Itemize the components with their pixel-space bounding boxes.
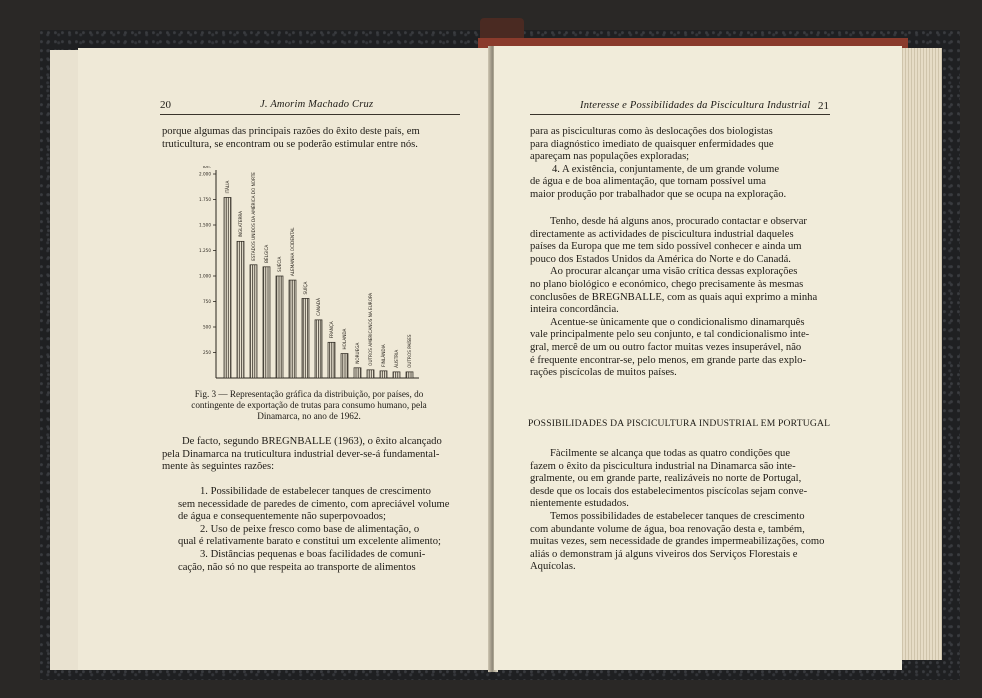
bar-label: ALEMANHA OCIDENTAL — [290, 227, 295, 277]
paragraph-continued — [530, 126, 830, 202]
bar — [380, 371, 387, 378]
text-line: Acentue-se ùnicamente que o condicionalismo dinamarquês — [550, 316, 805, 328]
text-line: pouco dos Estados Unidos da América do Norte e do Canadá. — [530, 253, 791, 265]
text-line: para as pisciculturas como às deslocações dos biologistas — [530, 126, 773, 137]
bar — [354, 368, 361, 378]
bar — [289, 280, 296, 378]
text-line: sem necessidade de paredes de cimento, com apreciável volume — [178, 498, 450, 510]
caption-line: contingente de exportação de trutas para consumo humano, pela — [191, 400, 427, 410]
y-tick-label: 1.500 — [199, 222, 211, 228]
text-line: cação, não só no que respeita ao transporte de alimentos — [178, 561, 416, 573]
bar — [302, 298, 309, 378]
bar — [367, 370, 374, 378]
bar-label: OUTROS PAÍSES — [407, 334, 412, 368]
bar-label: OUTROS AMERICANOS NA EUROPA — [368, 292, 373, 366]
text-line: Aquícolas. — [530, 561, 576, 573]
bar-label: NORUEGA — [355, 342, 360, 364]
paragraph-bregnballe — [162, 436, 462, 474]
right-page — [494, 46, 902, 670]
y-unit-label: Ton. — [202, 166, 212, 170]
bar — [263, 267, 270, 378]
text-line: Temos possibilidades de estabelecer tanques de crescimento — [550, 510, 805, 522]
bar — [393, 372, 400, 378]
text-line: truticultura, se encontram ou se poderão estimular entre nós. — [162, 138, 418, 150]
text-line: aliás o demonstram já alguns viveiros dos Serviços Florestais e — [530, 548, 798, 560]
list-item: 2. Uso de peixe fresco como base de alimentação, o — [200, 523, 420, 535]
bar-label: ESTADOS UNIDOS DA AMÉRICA DO NORTE — [251, 172, 256, 261]
header-rule — [160, 114, 460, 115]
text-line: para diagnóstico imediato de quaisquer enfermidades que — [530, 138, 774, 150]
text-line: maior produção por trabalhador que se ocupa na exploração. — [530, 188, 787, 200]
text-line: apareçam nas populações exploradas; — [530, 151, 690, 163]
y-tick-label: 1.000 — [199, 273, 211, 279]
page-number-left: 20 — [160, 99, 171, 111]
bar-label: ITÁLIA — [225, 180, 230, 194]
section-heading: POSSIBILIDADES DA PISCICULTURA INDUSTRIAL EM PORTUGAL — [528, 418, 831, 429]
text-line: de água e consequentemente não superpovoados; — [178, 511, 386, 523]
bar — [315, 320, 322, 378]
bar-label: SUÍÇA — [303, 281, 308, 295]
y-tick-label: 750 — [203, 299, 211, 304]
list-item: 4. A existência, conjuntamente, de um grande volume — [552, 163, 780, 175]
text-line: gral, mercê de um ou outro factor muitas vezes insuperável, não — [530, 341, 802, 353]
bar-chart — [186, 166, 456, 384]
page-stack-edge — [900, 48, 942, 660]
y-tick-label: 2.000 — [199, 171, 211, 177]
bar — [328, 342, 335, 378]
text-line: nientemente estudados. — [530, 498, 629, 510]
y-tick-label: 250 — [203, 350, 211, 355]
text-line: porque algumas das principais razões do êxito deste país, em — [162, 126, 420, 137]
text-line: pela Dinamarca na truticultura industrial dever-se-á fundamental- — [162, 448, 440, 460]
header-rule — [530, 114, 830, 115]
text-line: muitas vezes, sem necessidade de grandes impermeabilizações, como — [530, 536, 825, 548]
text-line: directamente as actividades de piscicultura industrial daqueles — [530, 228, 794, 240]
bar-label: HOLANDA — [342, 328, 347, 350]
reasons-list — [178, 486, 462, 574]
text-line: mente às seguintes razões: — [162, 461, 275, 473]
list-item: 3. Distâncias pequenas e boas facilidades de comuni- — [200, 548, 426, 560]
bar-label: CANADÁ — [316, 298, 321, 316]
paragraph-portugal — [530, 448, 830, 574]
text-line: no plano biológico e económico, chego precisamente às mesmas — [530, 278, 804, 290]
paragraph-observations — [530, 216, 830, 380]
bar-label: FINLÂNDIA — [381, 344, 386, 367]
text-line: inteira concordância. — [530, 304, 619, 316]
running-head-left: J. Amorim Machado Cruz — [260, 99, 374, 110]
page-number-right: 21 — [818, 100, 829, 112]
bar-label: FRANÇA — [329, 321, 334, 339]
text-line: rações piscícolas de muitos países. — [530, 367, 677, 379]
text-line: fazem o êxito da piscicultura industrial na Dinamarca são inte- — [530, 460, 796, 472]
text-line: com abundante volume de água, boa renovação desta e, também, — [530, 523, 805, 535]
bar-label: BÉLGICA — [264, 244, 269, 263]
text-line: desde que os locais dos estabelecimentos piscícolas sejam conve- — [530, 485, 808, 497]
text-line: Ao procurar alcançar uma visão crítica dessas explorações — [550, 266, 798, 278]
text-line: Tenho, desde há alguns anos, procurado contactar e observar — [550, 216, 807, 227]
left-page — [78, 48, 492, 670]
text-line: é frequente encontrar-se, pelo menos, em grande parte das explo- — [530, 354, 806, 366]
y-tick-label: 1.750 — [199, 197, 211, 202]
text-line: De facto, segundo BREGNBALLE (1963), o êxito alcançado — [182, 436, 442, 447]
text-line: gralmente, ou em grande parte, realizáveis no norte de Portugal, — [530, 473, 802, 485]
text-line: vale principalmente pelo seu conjunto, e tal condicionalismo inte- — [530, 329, 810, 341]
text-line: qual é relativamente barato e constitui um excelente alimento; — [178, 536, 441, 548]
page-stack-left — [50, 50, 80, 670]
bar — [276, 276, 283, 378]
bar — [341, 354, 348, 378]
y-tick-label: 500 — [203, 324, 211, 330]
figure-caption — [174, 389, 444, 422]
bar — [406, 372, 413, 378]
text-line: conclusões de BREGNBALLE, com as quais aqui exprimo a minha — [530, 291, 818, 303]
text-line: Fàcilmente se alcança que todas as quatro condições que — [550, 448, 791, 459]
text-line: países da Europa que me tem sido possível conhecer e ainda um — [530, 241, 802, 253]
list-item: 1. Possibilidade de estabelecer tanques de crescimento — [200, 486, 431, 497]
caption-line: Dinamarca, no ano de 1962. — [257, 411, 361, 421]
bar — [237, 241, 244, 378]
caption-line: Fig. 3 — Representação gráfica da distribuição, por países, do — [194, 389, 424, 399]
y-tick-label: 1.250 — [199, 248, 211, 253]
intro-paragraph — [162, 126, 462, 151]
bar-label: SUÉCIA — [277, 256, 282, 272]
bar-label: INGLATERRA — [238, 211, 243, 238]
running-head-right: Interesse e Possibilidades da Piscicultura Industrial — [580, 100, 811, 111]
bar-label: ÁUSTRIA — [394, 349, 399, 368]
text-line: de água e de boa alimentação, que tornam possível uma — [530, 176, 766, 188]
bar — [224, 197, 231, 378]
bar — [250, 265, 257, 378]
